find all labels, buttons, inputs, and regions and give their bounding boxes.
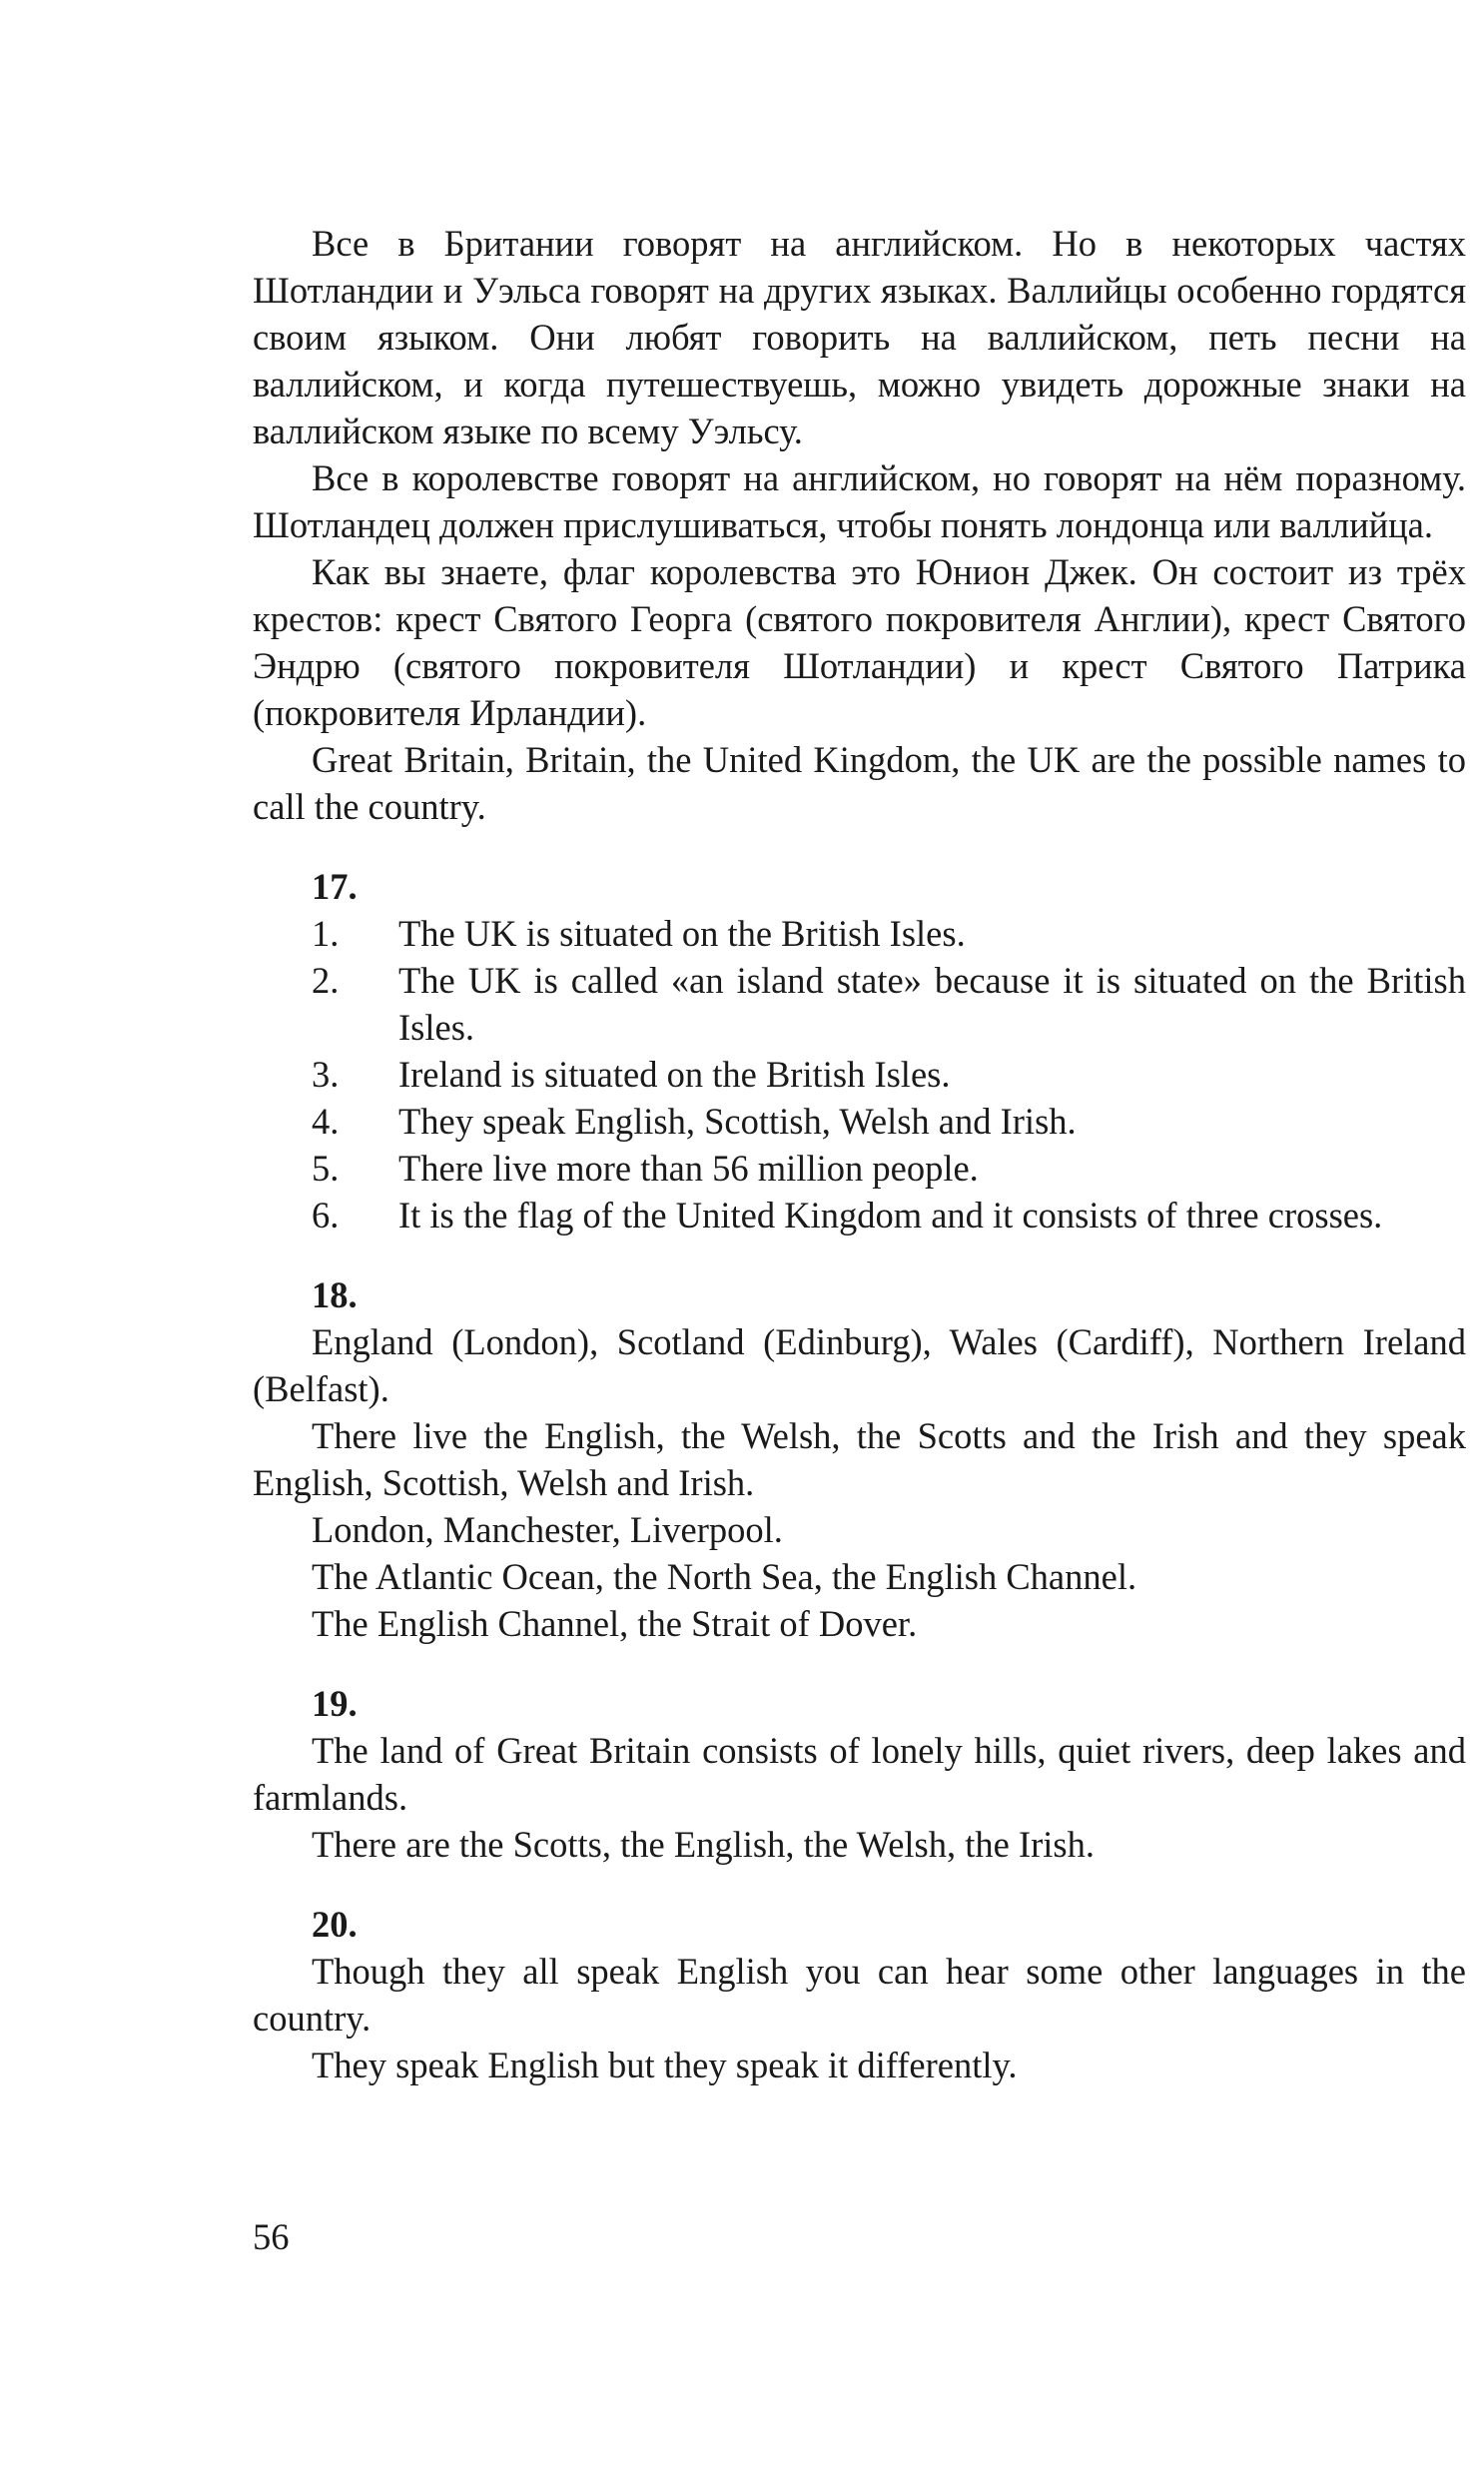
- item-number: 4.: [312, 1101, 340, 1142]
- item-text: It is the flag of the United Kingdom and it consists of three crosses.: [398, 1195, 1383, 1236]
- paragraph: The Atlantic Ocean, the North Sea, the English Channel.: [312, 1556, 1137, 1597]
- paragraph: Все в королевстве говорят на английском, но говорят на нём поразному. Шотландец должен прислушиваться, чтобы понять лондонца или валлийца.: [253, 457, 1466, 545]
- paragraph: They speak English but they speak it differently.: [312, 2045, 1018, 2085]
- item-number: 2.: [312, 960, 340, 1001]
- paragraph: There live the English, the Welsh, the Scotts and the Irish and they speak English, Scottish, Welsh and Irish.: [253, 1415, 1466, 1503]
- paragraph: The land of Great Britain consists of lonely hills, quiet rivers, deep lakes and farmlands.: [253, 1730, 1466, 1818]
- paragraph: Все в Британии говорят на английском. Но в некоторых частях Шотландии и Уэльса говорят на других языках. Валлийцы особенно гордятся своим языком. Они любят говорить на валлийском, петь песни на валлийском, и когда путешествуешь, можно увидеть дорожные знаки на валлийском языке по всему Уэльсу.: [253, 223, 1466, 451]
- section-18: [253, 1271, 1466, 1647]
- paragraph: The English Channel, the Strait of Dover.: [312, 1603, 918, 1644]
- list-item: [253, 1145, 1466, 1192]
- item-text: The UK is called «an island state» because it is situated on the British Isles.: [398, 960, 1466, 1048]
- paragraph: Though they all speak English you can hear some other languages in the country.: [253, 1951, 1466, 2039]
- list-item: [253, 957, 1466, 1051]
- section-heading: 19.: [312, 1683, 358, 1724]
- list-item: [253, 1051, 1466, 1098]
- intro-text: [253, 220, 1466, 830]
- section-19: [253, 1680, 1466, 1868]
- section-heading: 17.: [312, 866, 358, 907]
- item-number: 3.: [312, 1054, 340, 1095]
- item-number: 6.: [312, 1195, 340, 1236]
- section-heading: 20.: [312, 1904, 358, 1945]
- item-text: Ireland is situated on the British Isles.: [398, 1054, 951, 1095]
- paragraph: England (London), Scotland (Edinburg), Wales (Cardiff), Northern Ireland (Belfast).: [253, 1321, 1466, 1409]
- item-number: 5.: [312, 1148, 340, 1189]
- paragraph: Как вы знаете, флаг королевства это Юнион Джек. Он состоит из трёх крестов: крест Святого Георга (святого покровителя Англии), крест Святого Эндрю (святого покровителя Шотландии) и крест Святого Патрика (покровителя Ирландии).: [253, 551, 1466, 733]
- item-text: The UK is situated on the British Isles.: [398, 913, 966, 954]
- paragraph: Great Britain, Britain, the United Kingdom, the UK are the possible names to call the country.: [253, 739, 1466, 827]
- item-number: 1.: [312, 913, 340, 954]
- section-17: [253, 863, 1466, 1238]
- page-number: 56: [253, 2216, 290, 2257]
- paragraph: There are the Scotts, the English, the Welsh, the Irish.: [312, 1824, 1095, 1865]
- page-content: [253, 220, 1466, 2088]
- section-20: [253, 1901, 1466, 2088]
- paragraph: London, Manchester, Liverpool.: [312, 1509, 783, 1550]
- list-item: [253, 1098, 1466, 1145]
- section-heading: 18.: [312, 1274, 358, 1315]
- answer-list: [253, 910, 1466, 1238]
- item-text: They speak English, Scottish, Welsh and Irish.: [398, 1101, 1077, 1142]
- list-item: [253, 1192, 1466, 1238]
- list-item: [253, 910, 1466, 957]
- item-text: There live more than 56 million people.: [398, 1148, 979, 1189]
